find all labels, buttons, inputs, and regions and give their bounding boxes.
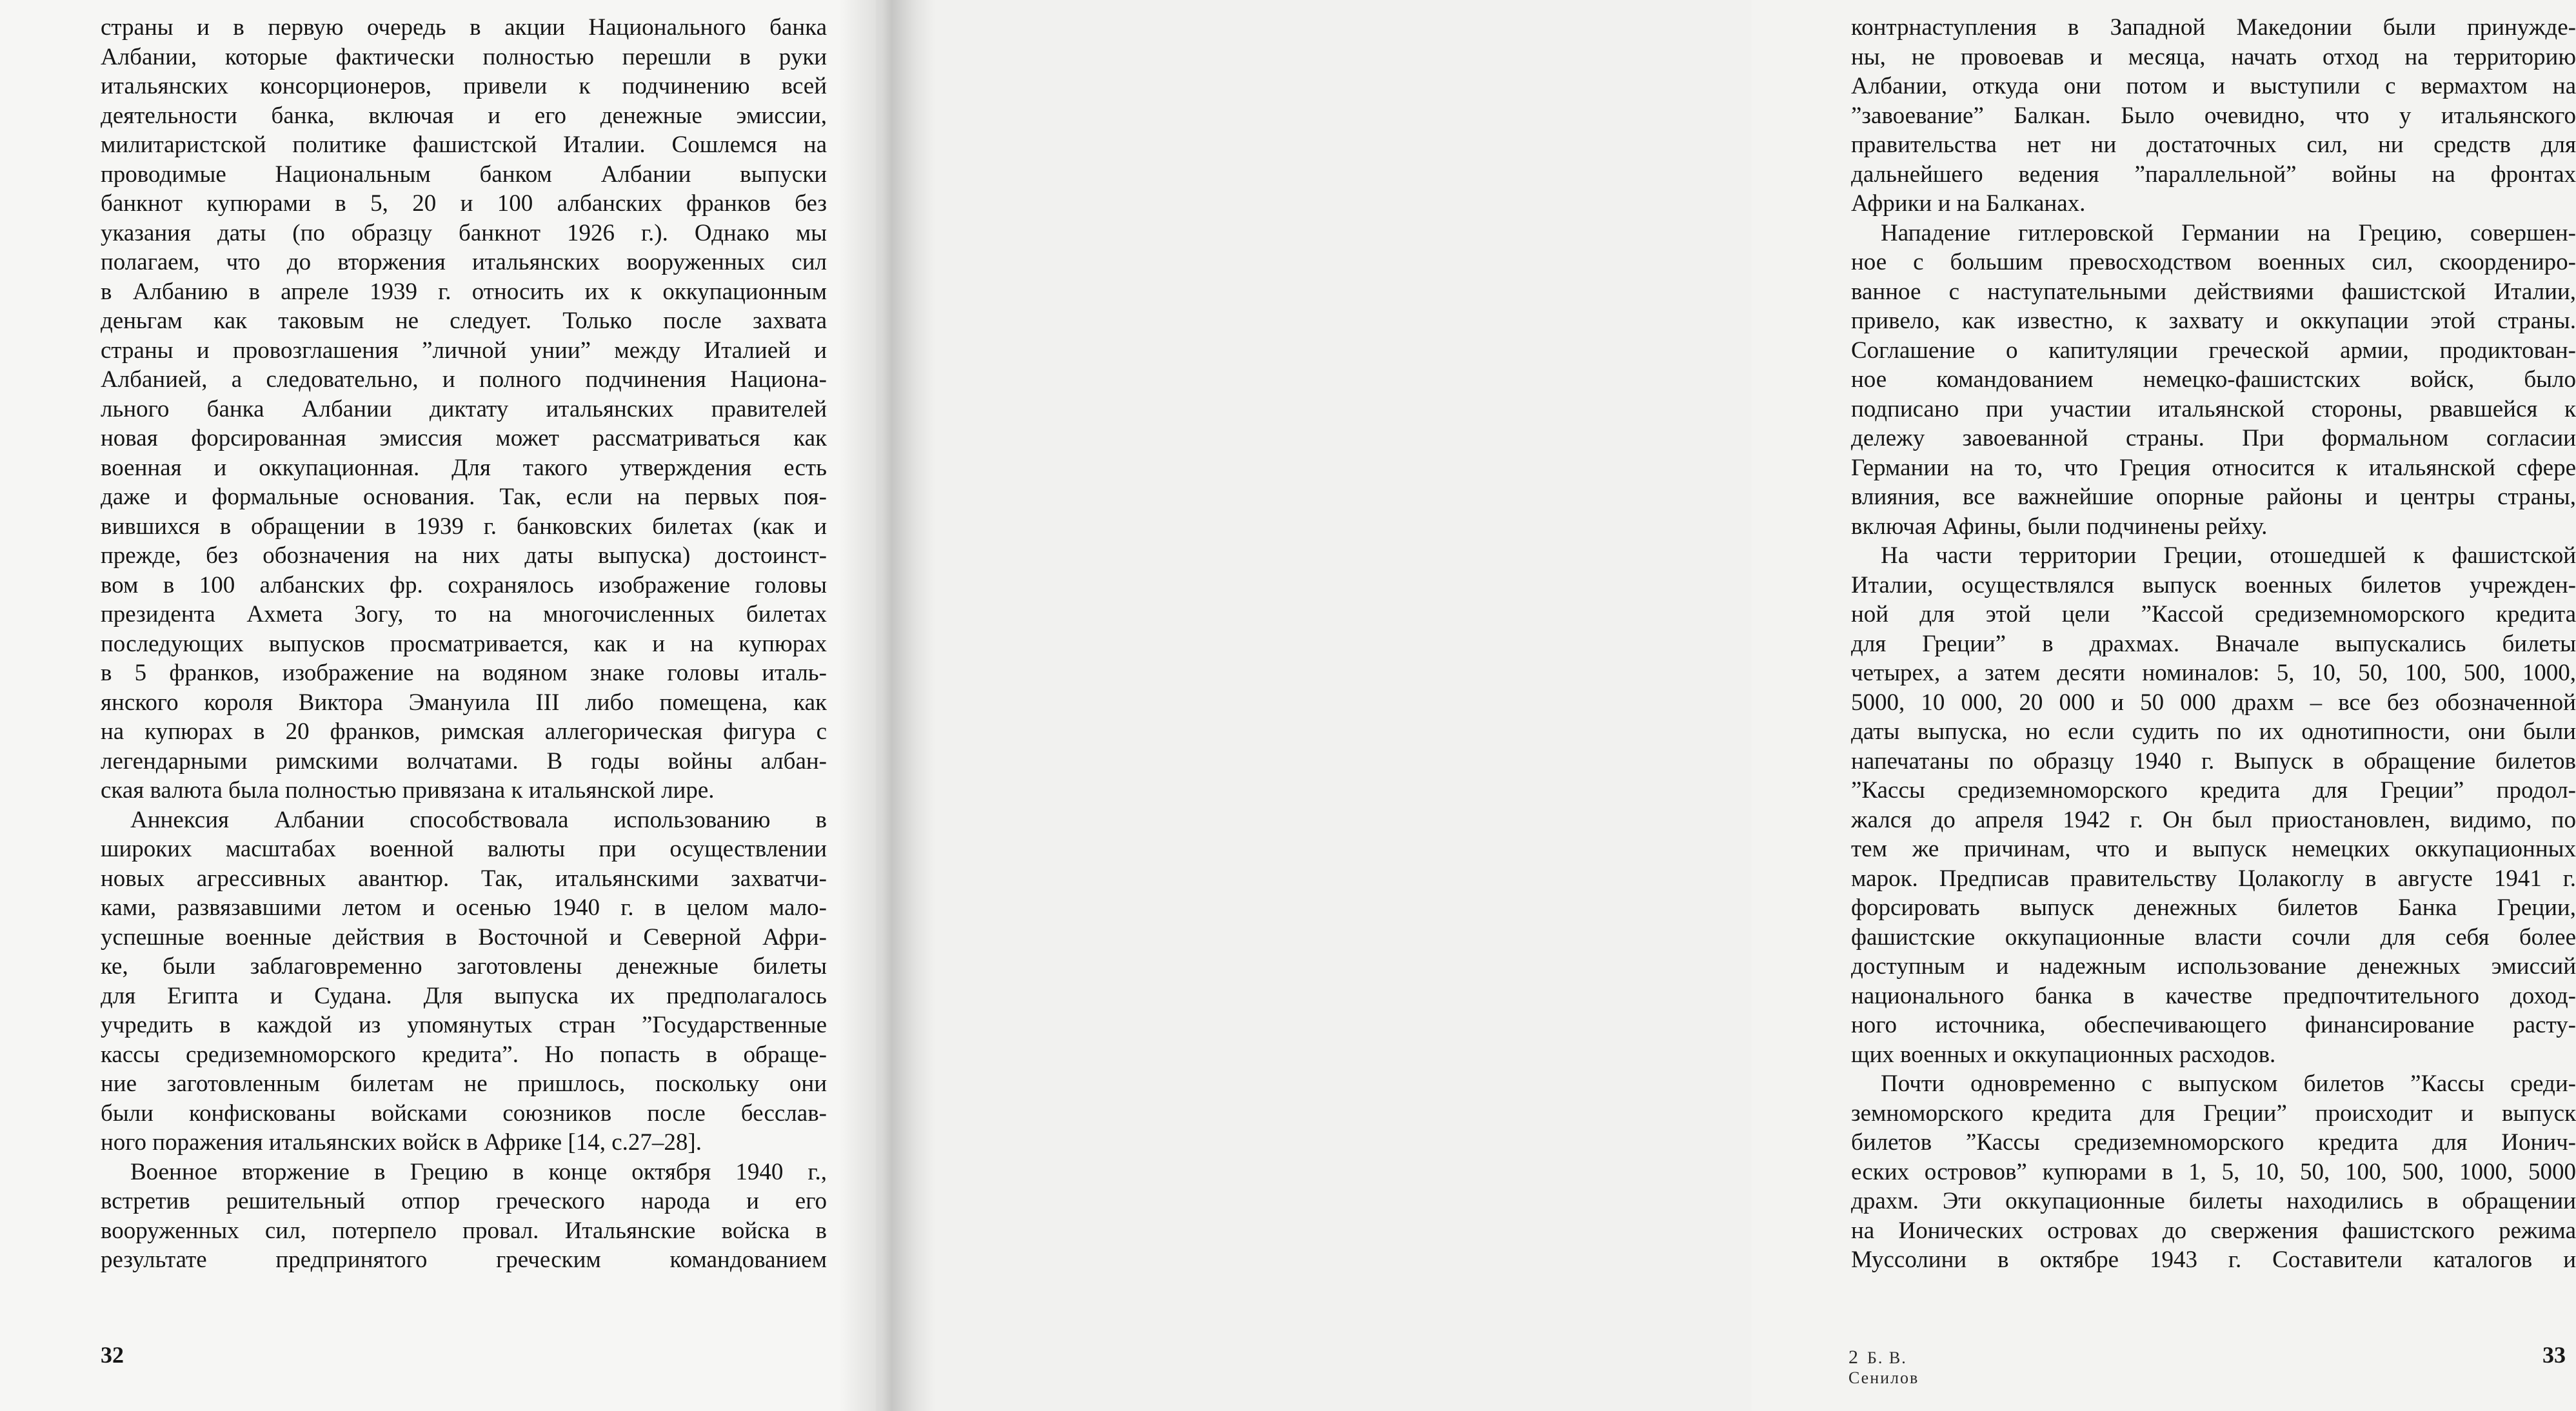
text-line: ская валюта была полностью привязана к итальянской лире.	[101, 777, 715, 804]
text-line: Албании, откуда они потом и выступили с вермахтом на	[1851, 73, 2576, 99]
text-line: на Ионических островах до свержения фашистского режима	[1851, 1217, 2576, 1244]
text-line: новая форсированная эмиссия может рассматриваться как	[101, 425, 827, 451]
text-line: итальянских консорционеров, привели к подчинению всей	[101, 73, 827, 99]
text-line: банкнот купюрами в 5, 20 и 100 албанских франков без	[101, 190, 827, 217]
text-line: дальнейшего ведения ”параллельной” войны на фронтах	[1851, 161, 2576, 188]
text-line: широких масштабах военной валюты при осуществлении	[101, 836, 827, 862]
text-line: ное с большим превосходством военных сил, скоордениро-	[1851, 249, 2576, 275]
text-line: марок. Предписав правительству Цолакоглу в августе 1941 г.	[1851, 865, 2576, 892]
text-line: президента Ахмета Зогу, то на многочисленных билетах	[101, 601, 827, 627]
text-line: вом в 100 албанских фр. сохранялось изображение головы	[101, 571, 827, 598]
text-line: Соглашение о капитуляции греческой армии, продиктован-	[1851, 337, 2576, 364]
text-line: кассы средиземноморского кредита”. Но попасть в обраще-	[101, 1041, 827, 1068]
text-line: деятельности банка, включая и его денежные эмиссии,	[101, 102, 827, 129]
text-line: Аннексия Албании способствовала использованию в	[130, 806, 827, 833]
text-line: контрнаступления в Западной Македонии были принужде-	[1851, 14, 2576, 41]
paragraph	[1851, 13, 2576, 219]
text-line: прежде, без обозначения на них даты выпуска) достоинст-	[101, 542, 827, 569]
text-line: ние заготовленным билетам не пришлось, поскольку они	[101, 1071, 827, 1097]
text-line: привело, как известно, к захвату и оккупации этой страны.	[1851, 308, 2576, 334]
text-line: билетов ”Кассы средиземноморского кредита для Ионич-	[1851, 1129, 2576, 1156]
paragraph	[101, 805, 827, 1158]
text-line: деньгам как таковым не следует. Только после захвата	[101, 308, 827, 334]
text-line: драхм. Эти оккупационные билеты находились в обращении	[1851, 1188, 2576, 1214]
text-line: ”Кассы средиземноморского кредита для Греции” продол-	[1851, 777, 2576, 804]
text-line: успешные военные действия в Восточной и Северной Афри-	[101, 923, 827, 951]
text-line: страны и провозглашения ”личной унии” между Италией и	[101, 337, 827, 364]
text-line: результате предпринятого греческим командованием	[101, 1247, 827, 1273]
signature-number: 2	[1848, 1347, 1859, 1368]
text-line: для Греции” в драхмах. Вначале выпускались билеты	[1851, 630, 2576, 657]
text-line: жался до апреля 1942 г. Он был приостановлен, видимо, по	[1851, 806, 2576, 833]
text-line: Албанией, а следовательно, и полного подчинения Национа-	[101, 366, 827, 393]
text-line: янского короля Виктора Эмануила III либо помещена, как	[101, 689, 827, 716]
text-line: еских островов” купюрами в 1, 5, 10, 50, 100, 500, 1000, 5000	[1851, 1158, 2576, 1185]
text-line: милитаристской политике фашистской Италии. Сошлемся на	[101, 132, 827, 158]
text-line: полагаем, что до вторжения итальянских вооруженных сил	[101, 249, 827, 275]
text-line: доступным и надежным использование денежных эмиссий	[1851, 953, 2576, 980]
text-line: земноморского кредита для Греции” происходит и выпуск	[1851, 1100, 2576, 1127]
text-line: Муссолини в октябре 1943 г. Составители каталогов и	[1851, 1247, 2576, 1273]
text-line: Почти одновременно с выпуском билетов ”Кассы среди-	[1881, 1071, 2576, 1097]
text-line: ное командованием немецко-фашистских войск, было	[1851, 366, 2576, 393]
text-line: напечатаны по образцу 1940 г. Выпуск в обращение билетов	[1851, 747, 2576, 775]
paragraph	[101, 13, 827, 805]
text-line: дележу завоеванной страны. При формальном согласии	[1851, 425, 2576, 451]
text-line: новых агрессивных авантюр. Так, итальянскими захватчи-	[101, 865, 827, 892]
text-line: ны, не провоевав и месяца, начать отход на территорию	[1851, 43, 2576, 70]
text-line: тем же причинам, что и выпуск немецких оккупационных	[1851, 836, 2576, 862]
text-line: ного источника, обеспечивающего финансирование расту-	[1851, 1012, 2576, 1038]
text-line: даты выпуска, но если судить по их однотипности, они были	[1851, 718, 2576, 745]
text-line: щих военных и оккупационных расходов.	[1851, 1041, 2276, 1068]
text-line: последующих выпусков просматривается, как и на купюрах	[101, 630, 827, 657]
text-line: льного банка Албании диктату итальянских правителей	[101, 395, 827, 422]
text-line: указания даты (по образцу банкнот 1926 г.). Однако мы	[101, 219, 827, 246]
text-line: ной для этой цели ”Кассой средиземноморского кредита	[1851, 601, 2576, 627]
text-line: в 5 франков, изображение на водяном знаке головы италь-	[101, 660, 827, 686]
text-line: встретив решительный отпор греческого народа и его	[101, 1188, 827, 1214]
text-line: ного поражения итальянских войск в Африке [14, с.27–28].	[101, 1129, 702, 1156]
text-line: даже и формальные основания. Так, если на первых поя-	[101, 484, 827, 510]
text-line: четырех, а затем десяти номиналов: 5, 10, 50, 100, 500, 1000,	[1851, 660, 2576, 686]
text-line: Военное вторжение в Грецию в конце октября 1940 г.,	[130, 1158, 827, 1185]
text-line: подписано при участии итальянской стороны, рвавшейся к	[1851, 395, 2576, 422]
text-line: на купюрах в 20 франков, римская аллегорическая фигура с	[101, 718, 827, 745]
text-line: фашистские оккупационные власти сочли для себя более	[1851, 923, 2576, 951]
signature-author: Б. В. Сенилов	[1848, 1348, 1919, 1387]
right-page-number: 33	[2542, 1342, 2566, 1368]
text-line: На части территории Греции, отошедшей к фашистской	[1881, 542, 2576, 569]
text-line: ”завоевание” Балкан. Было очевидно, что у итальянского	[1851, 102, 2576, 129]
left-page	[0, 0, 876, 1411]
text-line: 5000, 10 000, 20 000 и 50 000 драхм – все без обозначенной	[1851, 689, 2576, 716]
text-line: военная и оккупационная. Для такого утверждения есть	[101, 454, 827, 481]
text-line: ванное с наступательными действиями фашистской Италии,	[1851, 278, 2576, 305]
text-line: правительства нет ни достаточных сил, ни средств для	[1851, 132, 2576, 158]
text-line: страны и в первую очередь в акции Национального банка	[101, 14, 827, 41]
text-line: Италии, осуществлялся выпуск военных билетов учрежден-	[1851, 571, 2576, 598]
text-line: влияния, все важнейшие опорные районы и центры страны,	[1851, 484, 2576, 510]
text-line: вившихся в обращении в 1939 г. банковских билетах (как и	[101, 513, 827, 540]
text-line: в Албанию в апреле 1939 г. относить их к оккупационным	[101, 278, 827, 305]
right-page-text	[1851, 13, 2576, 1275]
text-line: Нападение гитлеровской Германии на Грецию, совершен-	[1881, 219, 2576, 246]
book-gutter-shadow	[838, 0, 935, 1411]
text-line: для Египта и Судана. Для выпуска их предполагалось	[101, 982, 827, 1009]
text-line: Германии на то, что Греция относится к итальянской сфере	[1851, 454, 2576, 481]
text-line: учредить в каждой из упомянутых стран ”Государственные	[101, 1012, 827, 1038]
text-line: включая Афины, были подчинены рейху.	[1851, 513, 2268, 540]
paragraph	[1851, 1069, 2576, 1275]
paragraph	[1851, 219, 2576, 542]
right-page	[876, 0, 2576, 1411]
signature-mark	[1848, 1347, 1919, 1388]
text-line: вооруженных сил, потерпело провал. Итальянские войска в	[101, 1217, 827, 1244]
text-line: национального банка в качестве предпочтительного доход-	[1851, 982, 2576, 1009]
text-line: ками, развязавшими летом и осенью 1940 г. в целом мало-	[101, 894, 827, 921]
paragraph	[101, 1158, 827, 1275]
text-line: Албании, которые фактически полностью перешли в руки	[101, 43, 827, 70]
text-line: легендарными римскими волчатами. В годы войны албан-	[101, 747, 827, 775]
text-line: Африки и на Балканах.	[1851, 190, 2086, 217]
left-page-text	[101, 13, 827, 1275]
text-line: проводимые Национальным банком Албании выпуски	[101, 161, 827, 188]
left-page-number: 32	[101, 1342, 124, 1368]
paragraph	[1851, 541, 2576, 1069]
text-line: ке, были заблаговременно заготовлены денежные билеты	[101, 953, 827, 980]
text-line: были конфискованы войсками союзников после бесслав-	[101, 1100, 827, 1127]
text-line: форсировать выпуск денежных билетов Банка Греции,	[1851, 894, 2576, 921]
